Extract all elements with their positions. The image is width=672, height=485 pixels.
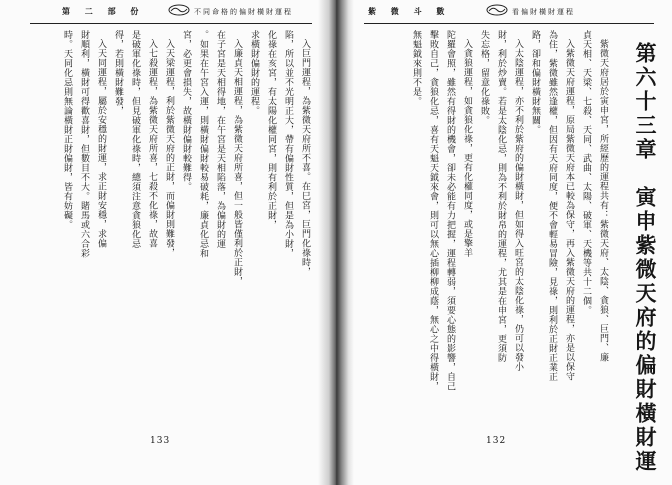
left-header-subtitle-wrap: [194, 6, 293, 22]
left-col-14: 財順利，橫財可得歡喜財，但數目不大。賭馬或六合彩: [79, 30, 89, 258]
left-col-3: 化祿在亥宮，有太陽化權同宮，則有利於正財，: [266, 30, 276, 230]
left-col-11: 是破軍化祿時，但見破軍化祿時，總須注意貪狼化忌: [130, 30, 140, 249]
right-text-columns: [364, 30, 610, 447]
right-header-subtitle-wrap: [512, 6, 575, 22]
right-col-6: 入太陰運程，亦不利於紫府的偏財橫財，但如得入旺宮的太陰化祿，仍可以發小: [513, 39, 523, 372]
left-col-2: 陷，所以並不光明正大，帶有偏財性質，但是為小財，: [283, 30, 293, 258]
right-col-7: 財，利於炒賣。若是太陰化忌，則為不利於財帛的運程，尤其是在申宮，更須防: [496, 30, 506, 363]
right-col-8: 失忘格，留意化祿敗。: [479, 30, 489, 125]
right-col-5: 路，卻和偏財橫財無關。: [530, 30, 540, 135]
book-gutter: [318, 0, 354, 485]
left-col-8: 宮，必更會損失，故橫財偏財較難得。: [181, 30, 191, 192]
right-col-1: 紫微天府居於寅申宮，所經歷的運程共有：紫微天府、太陰、貪狼、巨門、廉: [598, 39, 608, 362]
right-col-11: 擊敗自己，貪狼化忌，喜有天魁天鉞來會，則可以無心插柳柳成蔭，無心之中得橫財，: [428, 30, 438, 391]
right-col-10: 陀羅會照，雖然有得財的機會，卻未必能有力把握，運程轉弱，須要心態的影響，自己: [445, 30, 455, 391]
left-col-12: 得，若則橫財難發，: [113, 30, 123, 116]
cloud-logo-icon: [168, 4, 190, 16]
right-col-2: 貞天相、天梁、七殺、天同、武曲、太陽、破軍、天機等共十二個。: [581, 30, 591, 315]
cloud-logo-icon: [486, 4, 508, 16]
right-page: [346, 0, 672, 485]
right-header-rule: [364, 23, 654, 24]
left-header-subtitle: 不同命格的偏財橫財運程: [194, 8, 293, 16]
left-text-columns: [30, 30, 312, 447]
right-col-9: 入貪狼運程，如貪狼化祿，更有化權同度，或是擎羊: [462, 39, 472, 258]
left-header: [62, 6, 144, 22]
left-header-section: 第 二 部 份: [62, 6, 145, 16]
left-col-6: 在子宮是天相得地，在午宮是天相陷落，為偏財的運: [215, 30, 225, 249]
right-col-3: 入紫微天府運程，原局紫微天府本已較為保守，再入紫微天府的運程，亦是以保守: [564, 39, 574, 381]
left-col-7: 。如果在午宮入運，則橫財偏財較易破耗，廉貞化忌和: [198, 30, 208, 258]
left-page-number: 133: [150, 436, 171, 446]
left-col-9: 入天梁運程，利於紫微天府的正財，而偏財則難發，: [164, 39, 174, 258]
right-page-number: 132: [486, 436, 507, 446]
left-col-13: 入天同運程，屬於安穩的財運，求正財安穩，求偏: [96, 39, 106, 248]
right-header-section: 紫 微 斗 數: [368, 6, 451, 16]
left-col-4: 求橫財偏財的運程。: [249, 30, 259, 116]
left-col-5: 入廉貞天相運程，為紫微天府所喜，但一般皆僅利於正財，: [232, 39, 242, 286]
left-header-rule: [30, 23, 312, 24]
left-col-15: 時。天同化忌則無論橫財正財偏財，皆有妨礙。: [62, 30, 72, 230]
left-col-1: 入巨門運程，為紫微天府所不喜。在巳宮，巨門化祿時，: [300, 39, 310, 277]
right-col-4: 為住，紫微雖然逢權，但因有天府同度，便不會輕易冒險，見祿，則利於正財正業正: [547, 30, 557, 382]
right-col-12: 無魁鉞來則不是。: [411, 30, 421, 106]
right-header-subtitle: 看偏財橫財運程: [512, 8, 575, 16]
left-page: [0, 0, 328, 485]
right-header: [368, 6, 450, 22]
chapter-title: 第六十三章 寅申紫微天府的偏財橫財運: [633, 42, 658, 474]
left-col-10: 入七殺運程，為紫微天府所喜，七殺不化祿，故喜: [147, 39, 157, 248]
